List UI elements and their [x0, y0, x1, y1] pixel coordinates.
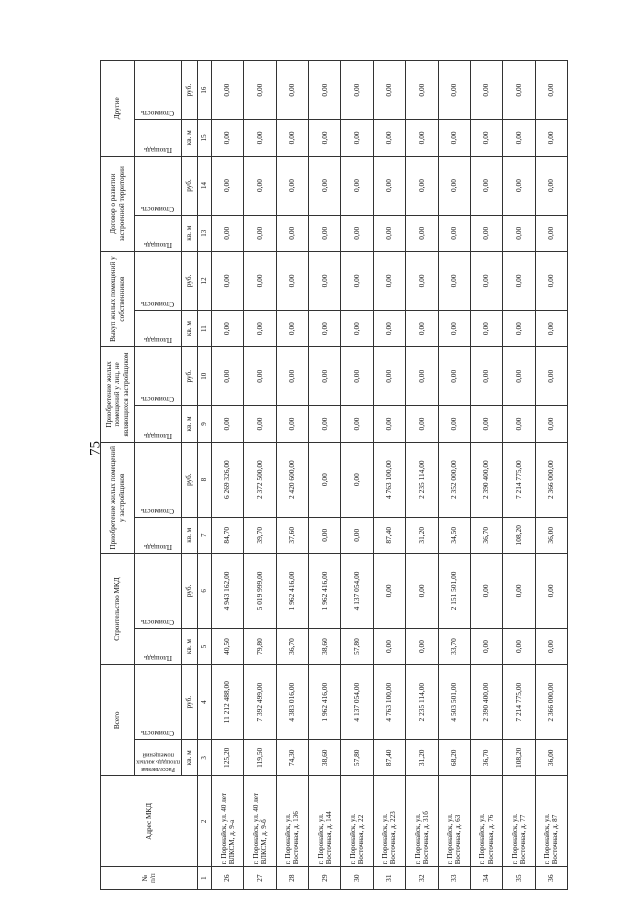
row-address: г. Поронайск, ул. Восточная, д. 136: [276, 776, 308, 867]
row-cell: 0,00: [438, 251, 470, 310]
row-cell: 7 214 775,00: [503, 665, 535, 740]
row-address: г. Поронайск, ул. Восточная, д. 144: [309, 776, 341, 867]
table-wrapper: [100, 60, 568, 890]
row-cell: 0,00: [470, 406, 502, 442]
row-cell: 31,20: [406, 517, 438, 553]
row-cell: 0,00: [470, 310, 502, 346]
row-cell: 68,20: [438, 740, 470, 776]
unit-area: кв. м: [182, 120, 198, 156]
row-cell: 0,00: [535, 310, 567, 346]
row-cell: 0,00: [309, 310, 341, 346]
row-cell: 0,00: [212, 156, 244, 215]
table-body: [212, 61, 568, 890]
row-address: г. Поронайск, ул. Восточная, д. 22: [341, 776, 373, 867]
row-cell: 0,00: [535, 347, 567, 406]
unit-cost: руб.: [182, 553, 198, 628]
header-no: № п/п: [101, 867, 198, 890]
header-cost: Стоимость: [135, 251, 182, 310]
row-number: 27: [244, 867, 276, 890]
column-index: 8: [198, 442, 212, 517]
column-index: 5: [198, 628, 212, 664]
table-row: [212, 61, 244, 890]
column-index: 11: [198, 310, 212, 346]
row-cell: 87,40: [373, 517, 405, 553]
column-index: 3: [198, 740, 212, 776]
row-cell: 36,70: [276, 628, 308, 664]
column-index: 10: [198, 347, 212, 406]
header-address: Адрес МКД: [101, 776, 198, 867]
header-other: Другие: [101, 61, 135, 157]
unit-cost: руб.: [182, 442, 198, 517]
unit-area: кв. м: [182, 740, 198, 776]
table-row: [470, 61, 502, 890]
row-cell: 38,60: [309, 740, 341, 776]
row-cell: 0,00: [341, 120, 373, 156]
row-cell: 0,00: [470, 251, 502, 310]
unit-cost: руб.: [182, 665, 198, 740]
row-cell: 7 214 775,00: [503, 442, 535, 517]
row-cell: 0,00: [244, 215, 276, 251]
row-cell: 0,00: [309, 156, 341, 215]
row-cell: 0,00: [470, 61, 502, 120]
column-index-row: [198, 61, 212, 890]
row-cell: 0,00: [535, 120, 567, 156]
row-cell: 0,00: [406, 406, 438, 442]
row-cell: 7 392 499,00: [244, 665, 276, 740]
header-area: Площадь: [135, 517, 182, 553]
column-index: 4: [198, 665, 212, 740]
row-cell: 0,00: [503, 310, 535, 346]
row-cell: 0,00: [341, 251, 373, 310]
row-cell: 39,70: [244, 517, 276, 553]
row-cell: 0,00: [341, 442, 373, 517]
resettlement-table-rotated: [100, 60, 568, 890]
header-purchase-not-developers: Приобретение жилых помещений у лиц, не являющихся застройщиком: [101, 347, 135, 442]
row-cell: 34,50: [438, 517, 470, 553]
row-number: 30: [341, 867, 373, 890]
row-cell: 1 962 416,00: [309, 553, 341, 628]
row-cell: 0,00: [406, 156, 438, 215]
row-cell: 79,80: [244, 628, 276, 664]
row-cell: 31,20: [406, 740, 438, 776]
row-cell: 0,00: [503, 251, 535, 310]
row-cell: 0,00: [309, 347, 341, 406]
row-cell: 0,00: [470, 553, 502, 628]
row-cell: 0,00: [341, 517, 373, 553]
row-cell: 0,00: [373, 628, 405, 664]
row-cell: 0,00: [373, 251, 405, 310]
row-cell: 36,00: [535, 740, 567, 776]
column-index: 15: [198, 120, 212, 156]
table-row: [276, 61, 308, 890]
row-cell: 0,00: [212, 120, 244, 156]
row-cell: 108,20: [503, 517, 535, 553]
row-cell: 0,00: [503, 347, 535, 406]
row-cell: 2 366 000,00: [535, 665, 567, 740]
unit-area: кв. м: [182, 310, 198, 346]
row-cell: 0,00: [503, 553, 535, 628]
row-cell: 0,00: [276, 406, 308, 442]
row-cell: 0,00: [535, 61, 567, 120]
row-cell: 0,00: [373, 120, 405, 156]
table-row: [406, 61, 438, 890]
row-cell: 0,00: [276, 61, 308, 120]
row-cell: 0,00: [244, 120, 276, 156]
row-cell: 0,00: [373, 406, 405, 442]
row-cell: 36,70: [470, 740, 502, 776]
row-cell: 87,40: [373, 740, 405, 776]
row-number: 36: [535, 867, 567, 890]
row-cell: 0,00: [244, 61, 276, 120]
row-cell: 4 943 162,00: [212, 553, 244, 628]
row-cell: 0,00: [212, 406, 244, 442]
row-cell: 37,60: [276, 517, 308, 553]
row-cell: 2 390 400,00: [470, 665, 502, 740]
unit-cost: руб.: [182, 347, 198, 406]
header-cost: Стоимость: [135, 156, 182, 215]
table-row: [503, 61, 535, 890]
row-number: 34: [470, 867, 502, 890]
row-cell: 0,00: [276, 215, 308, 251]
row-cell: 0,00: [341, 61, 373, 120]
header-construction: Строительство МКД: [101, 553, 135, 664]
row-cell: 0,00: [276, 120, 308, 156]
row-cell: 0,00: [212, 251, 244, 310]
row-cell: 0,00: [212, 61, 244, 120]
row-cell: 0,00: [535, 628, 567, 664]
row-cell: 74,30: [276, 740, 308, 776]
row-cell: 0,00: [438, 156, 470, 215]
unit-area: кв. м: [182, 406, 198, 442]
row-cell: 0,00: [470, 120, 502, 156]
header-area: Площадь: [135, 406, 182, 442]
row-cell: 0,00: [438, 406, 470, 442]
row-cell: 0,00: [406, 347, 438, 406]
row-cell: 0,00: [438, 310, 470, 346]
header-cost: Стоимость: [135, 553, 182, 628]
unit-cost: руб.: [182, 61, 198, 120]
row-cell: 0,00: [373, 310, 405, 346]
row-cell: 0,00: [373, 156, 405, 215]
row-number: 28: [276, 867, 308, 890]
header-area: Площадь: [135, 310, 182, 346]
unit-area: кв. м: [182, 517, 198, 553]
row-address: г. Поронайск, ул. Восточная, д. 63: [438, 776, 470, 867]
row-cell: 5 019 999,00: [244, 553, 276, 628]
row-cell: 33,70: [438, 628, 470, 664]
unit-area: кв. м: [182, 215, 198, 251]
row-cell: 2 372 500,00: [244, 442, 276, 517]
row-cell: 2 151 501,00: [438, 553, 470, 628]
unit-cost: руб.: [182, 156, 198, 215]
header-area: Площадь: [135, 120, 182, 156]
table-row: [309, 61, 341, 890]
row-cell: 0,00: [212, 347, 244, 406]
row-cell: 0,00: [309, 120, 341, 156]
row-cell: 0,00: [535, 156, 567, 215]
row-cell: 0,00: [438, 61, 470, 120]
row-cell: 0,00: [438, 120, 470, 156]
table-header: [101, 61, 212, 890]
row-cell: 0,00: [244, 251, 276, 310]
row-cell: 2 366 000,00: [535, 442, 567, 517]
column-index: 12: [198, 251, 212, 310]
row-cell: 0,00: [373, 61, 405, 120]
column-index: 14: [198, 156, 212, 215]
row-cell: 0,00: [438, 215, 470, 251]
column-index: 2: [198, 776, 212, 867]
page-number: 75: [87, 441, 104, 456]
row-cell: 0,00: [276, 347, 308, 406]
column-index: 1: [198, 867, 212, 890]
row-cell: 0,00: [309, 517, 341, 553]
unit-area: кв. м: [182, 628, 198, 664]
table-row: [438, 61, 470, 890]
header-total: Всего: [101, 665, 135, 776]
table-row: [535, 61, 567, 890]
row-cell: 84,70: [212, 517, 244, 553]
row-address: г. Поронайск, ул. 40 лет ВЛКСМ, д. 9-б: [244, 776, 276, 867]
row-cell: 0,00: [503, 215, 535, 251]
row-cell: 4 137 054,00: [341, 665, 373, 740]
resettlement-table: [100, 60, 568, 890]
row-cell: 0,00: [212, 310, 244, 346]
row-cell: 1 962 416,00: [309, 665, 341, 740]
row-cell: 0,00: [535, 553, 567, 628]
row-cell: 0,00: [406, 628, 438, 664]
row-cell: 0,00: [470, 628, 502, 664]
column-index: 16: [198, 61, 212, 120]
header-cost: Стоимость: [135, 665, 182, 740]
row-cell: 4 137 054,00: [341, 553, 373, 628]
row-cell: 0,00: [341, 406, 373, 442]
row-cell: 0,00: [341, 310, 373, 346]
row-cell: 0,00: [244, 347, 276, 406]
row-cell: 11 212 488,00: [212, 665, 244, 740]
row-cell: 0,00: [438, 347, 470, 406]
row-number: 26: [212, 867, 244, 890]
row-cell: 119,50: [244, 740, 276, 776]
header-cost: Стоимость: [135, 347, 182, 406]
row-cell: 2 352 000,00: [438, 442, 470, 517]
row-cell: 0,00: [503, 61, 535, 120]
row-cell: 0,00: [309, 442, 341, 517]
row-cell: 57,80: [341, 628, 373, 664]
row-cell: 0,00: [535, 215, 567, 251]
row-cell: 2 420 600,00: [276, 442, 308, 517]
row-cell: 0,00: [212, 215, 244, 251]
header-purchase-developers: Приобретение жилых помещений у застройщиков: [101, 442, 135, 553]
row-cell: 108,20: [503, 740, 535, 776]
row-cell: 0,00: [309, 251, 341, 310]
row-cell: 0,00: [470, 347, 502, 406]
row-cell: 0,00: [503, 156, 535, 215]
row-number: 29: [309, 867, 341, 890]
row-cell: 0,00: [341, 156, 373, 215]
row-cell: 0,00: [373, 215, 405, 251]
row-cell: 0,00: [373, 553, 405, 628]
row-cell: 0,00: [373, 347, 405, 406]
header-development-agreement: Договор о развитии застроенной территории: [101, 156, 135, 251]
row-cell: 0,00: [244, 156, 276, 215]
row-cell: 4 503 501,00: [438, 665, 470, 740]
row-cell: 0,00: [535, 406, 567, 442]
row-cell: 0,00: [276, 156, 308, 215]
column-index: 6: [198, 553, 212, 628]
row-number: 33: [438, 867, 470, 890]
row-number: 32: [406, 867, 438, 890]
row-number: 31: [373, 867, 405, 890]
row-cell: 0,00: [406, 215, 438, 251]
row-cell: 6 269 326,00: [212, 442, 244, 517]
row-cell: 0,00: [503, 406, 535, 442]
row-cell: 0,00: [503, 628, 535, 664]
row-cell: 40,50: [212, 628, 244, 664]
table-row: [341, 61, 373, 890]
row-cell: 0,00: [406, 120, 438, 156]
row-cell: 36,00: [535, 517, 567, 553]
header-cost: Стоимость: [135, 442, 182, 517]
row-cell: 0,00: [470, 215, 502, 251]
row-number: 35: [503, 867, 535, 890]
row-cell: 1 962 416,00: [276, 553, 308, 628]
row-cell: 0,00: [503, 120, 535, 156]
row-address: г. Поронайск, ул. Восточная, д. 76: [470, 776, 502, 867]
row-address: г. Поронайск, ул. 40 лет ВЛКСМ, д. 9-а: [212, 776, 244, 867]
row-cell: 2 235 114,00: [406, 665, 438, 740]
row-cell: 0,00: [406, 251, 438, 310]
unit-cost: руб.: [182, 251, 198, 310]
row-cell: 57,80: [341, 740, 373, 776]
row-cell: 0,00: [341, 347, 373, 406]
header-buyout: Выкуп жилых помещений у собственников: [101, 251, 135, 346]
table-row: [373, 61, 405, 890]
row-cell: 125,20: [212, 740, 244, 776]
row-address: г. Поронайск, ул. Восточная, д. 31б: [406, 776, 438, 867]
row-cell: 2 390 400,00: [470, 442, 502, 517]
row-cell: 0,00: [276, 310, 308, 346]
table-row: [244, 61, 276, 890]
header-cost: Стоимость: [135, 61, 182, 120]
row-cell: 0,00: [309, 406, 341, 442]
row-cell: 38,60: [309, 628, 341, 664]
column-index: 9: [198, 406, 212, 442]
row-cell: 0,00: [406, 310, 438, 346]
row-cell: 4 383 016,00: [276, 665, 308, 740]
row-cell: 4 763 100,00: [373, 442, 405, 517]
row-address: г. Поронайск, ул. Восточная, д. 77: [503, 776, 535, 867]
row-cell: 0,00: [341, 215, 373, 251]
column-index: 7: [198, 517, 212, 553]
row-address: г. Поронайск, ул. Восточная, д. 87: [535, 776, 567, 867]
row-cell: 0,00: [244, 406, 276, 442]
row-cell: 36,70: [470, 517, 502, 553]
row-cell: 0,00: [309, 215, 341, 251]
header-resettled-area: Расселяемая площадь жилых помещений: [135, 740, 182, 776]
header-area: Площадь: [135, 628, 182, 664]
header-area: Площадь: [135, 215, 182, 251]
row-cell: 0,00: [535, 251, 567, 310]
row-cell: 0,00: [470, 156, 502, 215]
row-cell: 0,00: [406, 61, 438, 120]
row-cell: 4 763 100,00: [373, 665, 405, 740]
row-cell: 0,00: [406, 553, 438, 628]
column-index: 13: [198, 215, 212, 251]
row-cell: 2 235 114,00: [406, 442, 438, 517]
row-address: г. Поронайск, ул. Восточная, д. 223: [373, 776, 405, 867]
row-cell: 0,00: [276, 251, 308, 310]
row-cell: 0,00: [309, 61, 341, 120]
row-cell: 0,00: [244, 310, 276, 346]
